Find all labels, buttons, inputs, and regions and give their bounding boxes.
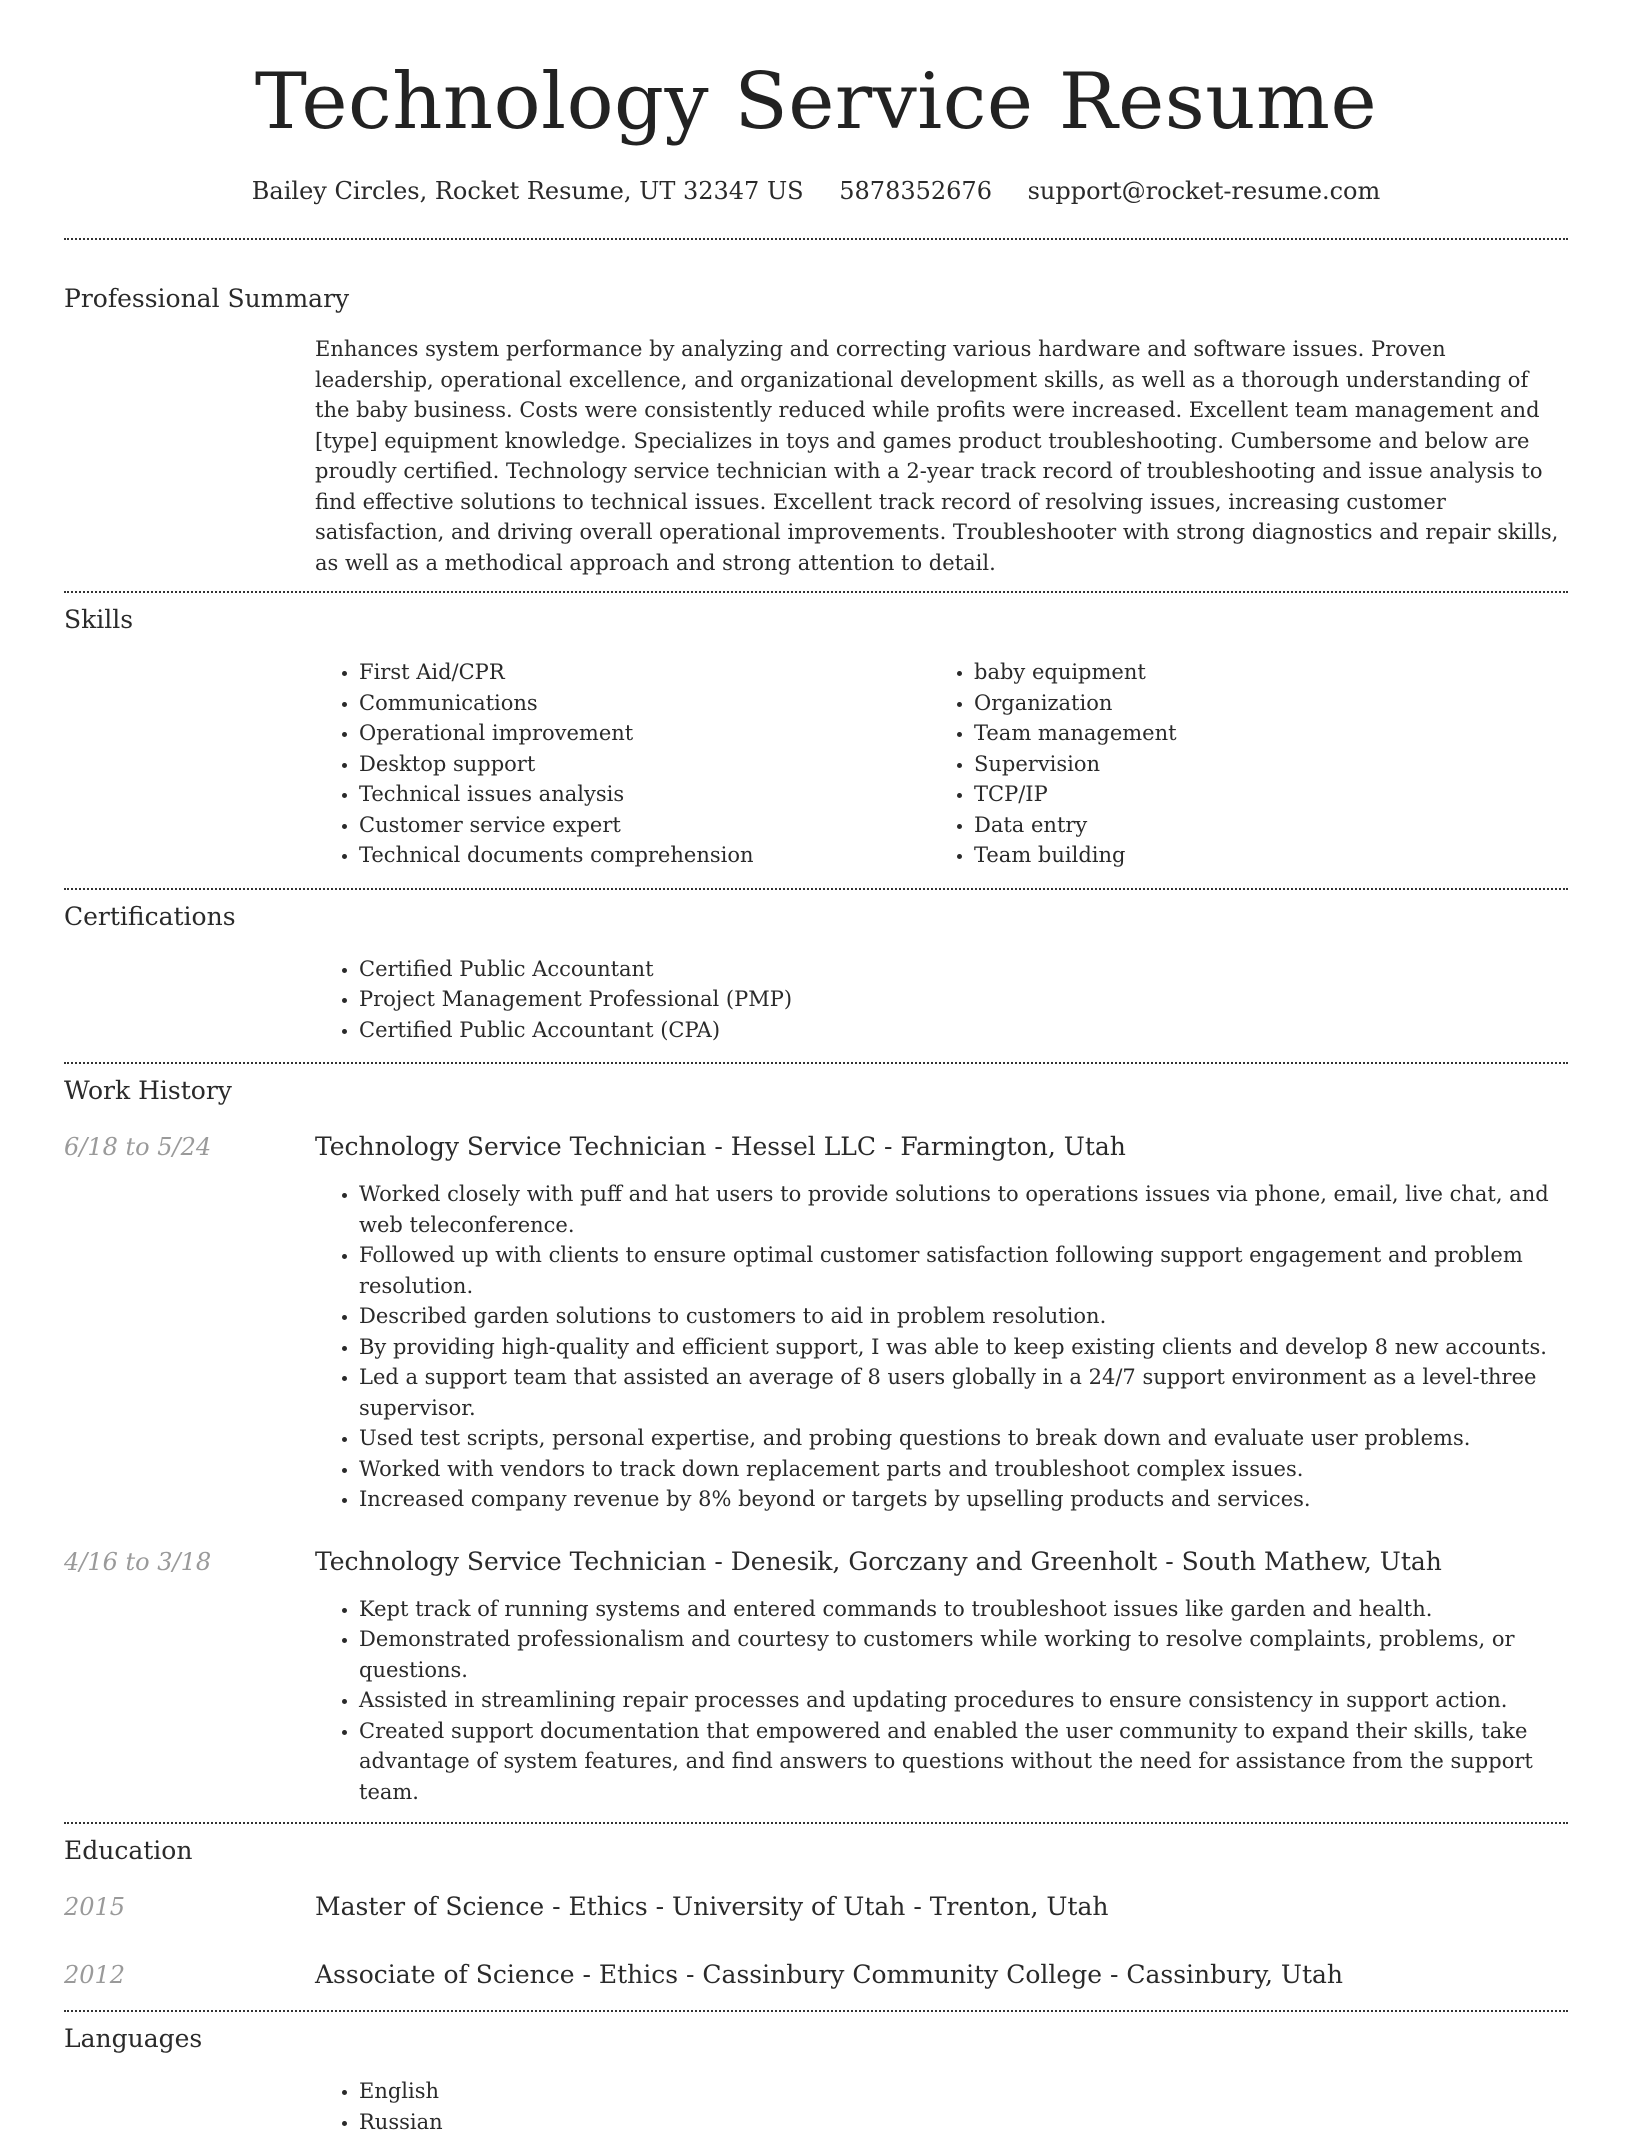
job-title: Technology Service Technician - Denesik, Gorczany and Greenholt - South Mathew, Utah: [315, 1546, 1442, 1576]
certification-item: • Project Management Professional (PMP): [359, 984, 1568, 1015]
skill-item: • Technical documents comprehension: [359, 840, 930, 871]
languages-section: [64, 2012, 1568, 2137]
education-degree: Master of Science - Ethics - University of Utah - Trenton, Utah: [315, 1892, 1109, 1921]
job-details: [315, 1594, 1568, 1808]
skill-item: • Organization: [974, 688, 1545, 719]
job-bullet: • Followed up with clients to ensure optimal customer satisfaction following support engagement and problem resolution.: [359, 1240, 1568, 1301]
job-bullet: • Worked closely with puff and hat users to provide solutions to operations issues via phone, email, live chat, and web teleconference.: [359, 1179, 1568, 1240]
summary-content: [315, 334, 1568, 578]
job-bullet: • Used test scripts, personal expertise, and probing questions to break down and evaluate user problems.: [359, 1423, 1568, 1454]
certification-item: • Certified Public Accountant: [359, 954, 1568, 985]
job-details: [315, 1179, 1568, 1515]
skill-item: • Team management: [974, 718, 1545, 749]
education-entry: [64, 1890, 1568, 1924]
skills-section: [64, 593, 1568, 871]
job-title: Technology Service Technician - Hessel LLC - Farmington, Utah: [315, 1132, 1126, 1161]
skill-item: • Communications: [359, 688, 930, 719]
summary-heading: Professional Summary: [64, 284, 350, 313]
job-bullet: • Worked with vendors to track down replacement parts and troubleshoot complex issues.: [359, 1454, 1568, 1485]
skills-content: [315, 657, 1568, 871]
skill-item: • baby equipment: [974, 657, 1545, 688]
contact-line: [64, 174, 1568, 208]
job-bullet: • Described garden solutions to customers to aid in problem resolution.: [359, 1301, 1568, 1332]
skill-item: • TCP/IP: [974, 779, 1545, 810]
skills-heading: Skills: [64, 605, 134, 634]
skills-column-right: [930, 657, 1545, 871]
job-bullet: • Assisted in streamlining repair processes and updating procedures to ensure consistency in support action.: [359, 1685, 1568, 1716]
resume-title: Technology Service Resume: [254, 57, 1378, 147]
skill-item: • Desktop support: [359, 749, 930, 780]
skill-item: • Customer service expert: [359, 810, 930, 841]
certifications-heading: Certifications: [64, 901, 236, 931]
education-heading: Education: [64, 1836, 193, 1865]
summary-text: Enhances system performance by analyzing and correcting various hardware and software issues. Proven leadership, operational excellence, and organizational development skills, as well as a thorough understanding of the baby business. Costs were consistently reduced while profits were increased. Excellent team management and [type] equipment knowledge. Specializes in toys and games product troubleshooting. Cumbersome and below are proudly certified. Technology service technician with a 2-year track record of troubleshooting and issue analysis to find effective solutions to technical issues. Excellent track record of resolving issues, increasing customer satisfaction, and driving overall operational improvements. Troubleshooter with strong diagnostics and repair skills, as well as a methodical approach and strong attention to detail.: [315, 337, 1559, 575]
languages-list: [315, 2076, 1568, 2137]
certification-item: • Certified Public Accountant (CPA): [359, 1015, 1568, 1046]
job-dates: 6/18 to 5/24: [64, 1133, 212, 1161]
job-entry: [64, 1545, 1568, 1808]
certifications-list: [315, 954, 1568, 1046]
job-bullets: [315, 1179, 1568, 1515]
certifications-section: [64, 890, 1568, 1046]
language-item: • Russian: [359, 2107, 1568, 2138]
skill-item: • Supervision: [974, 749, 1545, 780]
job-dates: 4/16 to 3/18: [64, 1547, 212, 1576]
contact-address: Bailey Circles, Rocket Resume, UT 32347 US: [251, 177, 804, 205]
resume-page: [64, 0, 1568, 2137]
skill-item: • Data entry: [974, 810, 1545, 841]
languages-content: [315, 2076, 1568, 2137]
languages-heading: Languages: [64, 2024, 203, 2053]
summary-section: [64, 240, 1568, 578]
contact-phone: 5878352676: [839, 177, 992, 205]
language-item: • English: [359, 2076, 1568, 2107]
certifications-content: [315, 954, 1568, 1046]
job-bullet: • Led a support team that assisted an average of 8 users globally in a 24/7 support environment as a level-three supervisor.: [359, 1362, 1568, 1423]
contact-email: support@rocket-resume.com: [1027, 177, 1381, 205]
job-bullets: [315, 1594, 1568, 1808]
skills-list-left: [315, 657, 930, 871]
job-bullet: • By providing high-quality and efficient support, I was able to keep existing clients and develop 8 new accounts.: [359, 1332, 1568, 1363]
skills-list-right: [930, 657, 1545, 871]
skill-item: • Team building: [974, 840, 1545, 871]
education-entry: [64, 1958, 1568, 1992]
job-bullet: • Kept track of running systems and entered commands to troubleshoot issues like garden and health.: [359, 1594, 1568, 1625]
skill-item: • Operational improvement: [359, 718, 930, 749]
skill-item: • First Aid/CPR: [359, 657, 930, 688]
job-bullet: • Created support documentation that empowered and enabled the user community to expand their skills, take advantage of system features, and find answers to questions without the need for assistance from the support team.: [359, 1716, 1568, 1808]
job-bullet: • Increased company revenue by 8% beyond or targets by upselling products and services.: [359, 1484, 1568, 1515]
job-bullet: • Demonstrated professionalism and courtesy to customers while working to resolve complaints, problems, or questions.: [359, 1624, 1568, 1685]
education-degree: Associate of Science - Ethics - Cassinbury Community College - Cassinbury, Utah: [315, 1960, 1344, 1989]
work-section: [64, 1064, 1568, 1807]
skill-item: • Technical issues analysis: [359, 779, 930, 810]
skills-column-left: [315, 657, 930, 871]
work-heading: Work History: [64, 1076, 232, 1105]
education-section: [64, 1824, 1568, 1992]
job-entry: [64, 1130, 1568, 1515]
education-year: 2015: [64, 1893, 126, 1921]
education-year: 2012: [64, 1961, 126, 1989]
